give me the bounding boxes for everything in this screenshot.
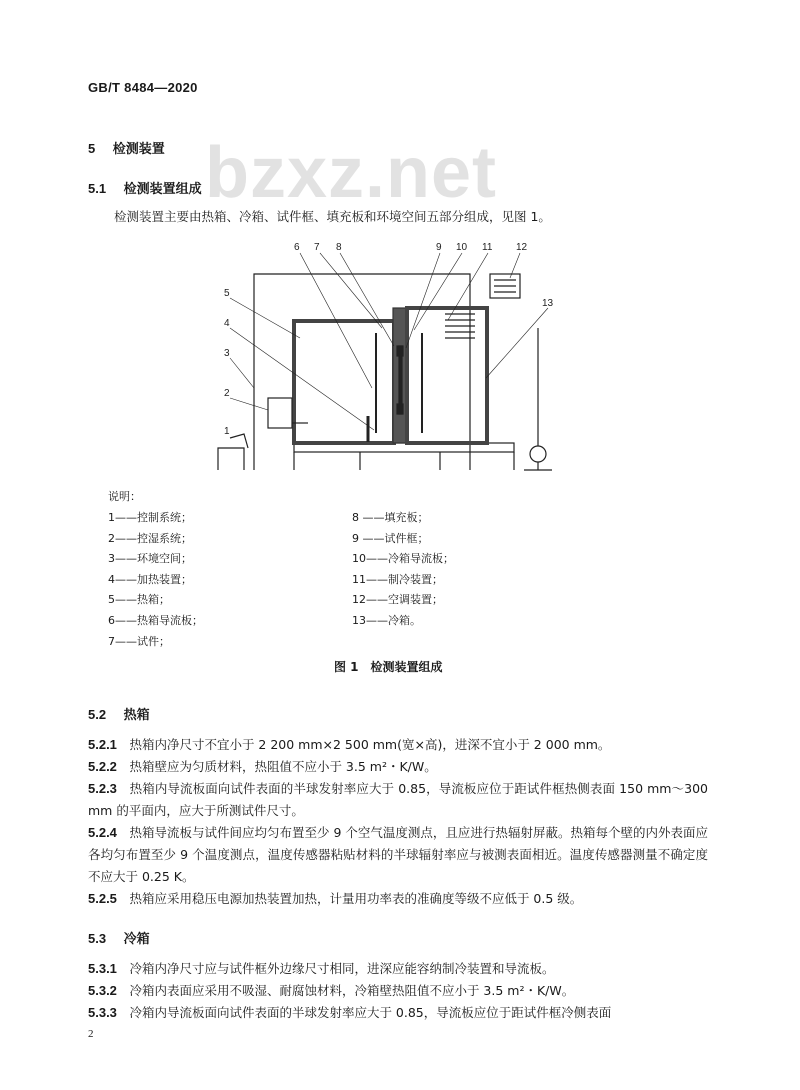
clause-text: 热箱内净尺寸不宜小于 2 200 mm×2 500 mm(宽×高)，进深不宜小于 2 000 mm。: [129, 737, 611, 752]
subsection-heading: 5.1 检测装置组成: [88, 181, 202, 197]
clause-number: 5.2.2: [88, 759, 117, 774]
legend-item-text: 试件框；: [384, 531, 429, 545]
legend-item-text: 冷箱。: [388, 613, 421, 627]
legend-item-number: 8 ——: [352, 511, 385, 524]
clause-text: 热箱导流板与试件间应均匀布置至少 9 个空气温度测点，且应进行热辐射屏蔽。热箱每个壁的内外表面应各均匀布置至少 9 个温度测点，温度传感器粘贴材料的半球辐射率应与被测表面相近。温度传感器测量不确定度不应大于 0.25 K。: [88, 825, 708, 884]
legend-item: [352, 611, 454, 632]
clause-number: 5.2.4: [88, 825, 117, 840]
legend-item-text: 空调装置；: [388, 593, 443, 607]
clause-number: 5.2.5: [88, 891, 117, 906]
legend-item-text: 热箱；: [137, 593, 170, 607]
legend-item-number: 7——: [108, 634, 137, 648]
legend-item: [352, 529, 454, 550]
label-6: 6: [294, 242, 300, 253]
hot-box: [294, 321, 394, 443]
label-2: 2: [224, 388, 230, 399]
legend-item: [108, 549, 203, 570]
watermark: bzxz.net: [205, 133, 498, 213]
legend-item-number: 10——: [352, 552, 388, 566]
clause: [88, 756, 708, 778]
legend-item-text: 制冷装置；: [388, 572, 443, 586]
legend-left-column: [108, 508, 203, 652]
sensor: [530, 446, 546, 462]
cold-box: [407, 308, 487, 443]
legend-item-number: 9 ——: [352, 531, 385, 545]
legend-item-text: 试件；: [137, 634, 170, 648]
legend-item: [108, 632, 203, 653]
clause-text: 冷箱内导流板面向试件表面的半球发射率应大于 0.85，导流板应位于距试件框冷侧表面: [129, 1005, 612, 1020]
legend-item-number: 1——: [108, 511, 137, 524]
legend-item-number: 5——: [108, 593, 137, 607]
label-9: 9: [436, 242, 442, 253]
clause: [88, 1002, 708, 1024]
legend-item-number: 4——: [108, 572, 137, 586]
legend-item-text: 控湿系统；: [137, 531, 192, 545]
legend-item: [352, 590, 454, 611]
label-10: 10: [456, 242, 468, 253]
clause: [88, 734, 708, 756]
label-11: 11: [482, 242, 493, 253]
label-7: 7: [314, 242, 320, 253]
section-heading: 5 检测装置: [88, 141, 165, 157]
clause-text: 冷箱内净尺寸应与试件框外边缘尺寸相同，进深应能容纳制冷装置和导流板。: [129, 961, 555, 976]
control-system: [218, 434, 248, 470]
legend-item-text: 加热装置；: [137, 572, 192, 586]
clause: [88, 888, 708, 910]
clause-text: 热箱应采用稳压电源加热装置加热，计量用功率表的准确度等级不应低于 0.5 级。: [129, 891, 583, 906]
legend-item-number: 13——: [352, 613, 388, 627]
legend-item-number: 2——: [108, 531, 137, 545]
paragraph: 检测装置主要由热箱、冷箱、试件框、填充板和环境空间五部分组成，见图 1。: [114, 209, 551, 224]
clause: [88, 958, 708, 980]
subsection-heading: 5.3 冷箱: [88, 931, 150, 947]
page-number: 2: [88, 1028, 94, 1040]
clause: [88, 778, 708, 822]
clause: [88, 980, 708, 1002]
standard-number: GB/T 8484—2020: [88, 80, 198, 95]
legend-item: [108, 529, 203, 550]
legend-item-number: 11——: [352, 572, 388, 586]
legend-item-text: 控制系统；: [137, 511, 192, 524]
humidity-control: [268, 398, 292, 428]
label-3: 3: [224, 348, 230, 359]
clause-number: 5.3.3: [88, 1005, 117, 1020]
clause: [88, 822, 708, 888]
label-5: 5: [224, 288, 230, 299]
legend-item: [352, 508, 454, 529]
clause-number: 5.3.2: [88, 983, 117, 998]
legend-item: [108, 611, 203, 632]
legend-item: [108, 570, 203, 591]
legend-title: 说明：: [108, 490, 141, 503]
label-12: 12: [516, 242, 528, 253]
legend-item: [108, 590, 203, 611]
legend-item-number: 6——: [108, 613, 137, 627]
legend-item-number: 3——: [108, 552, 137, 566]
legend-item: [352, 570, 454, 591]
label-4: 4: [224, 318, 230, 329]
clause-number: 5.3.1: [88, 961, 117, 976]
figure-caption: 图 1 检测装置组成: [334, 660, 443, 674]
label-1: 1: [224, 426, 230, 437]
legend-item-text: 填充板；: [384, 511, 429, 524]
legend-right-column: [352, 508, 454, 632]
legend-item: [352, 549, 454, 570]
legend-item-text: 环境空间；: [137, 552, 192, 566]
legend-item-text: 热箱导流板；: [137, 613, 203, 627]
clause-text: 冷箱内表面应采用不吸湿、耐腐蚀材料，冷箱壁热阻值不应小于 3.5 m²・K/W。: [129, 983, 575, 998]
legend-item: [108, 508, 203, 529]
legend-item-text: 冷箱导流板；: [388, 552, 454, 566]
test-apparatus-diagram: [200, 238, 580, 480]
clause-text: 热箱内导流板面向试件表面的半球发射率应大于 0.85，导流板应位于距试件框热侧表面 150 mm～300 mm 的平面内，应大于所测试件尺寸。: [88, 781, 708, 818]
clause-text: 热箱壁应为匀质材料，热阻值不应小于 3.5 m²・K/W。: [129, 759, 437, 774]
legend-item-number: 12——: [352, 593, 388, 607]
label-13: 13: [542, 298, 554, 309]
label-8: 8: [336, 242, 342, 253]
clause-number: 5.2.3: [88, 781, 117, 796]
subsection-heading: 5.2 热箱: [88, 707, 150, 723]
clause-number: 5.2.1: [88, 737, 117, 752]
